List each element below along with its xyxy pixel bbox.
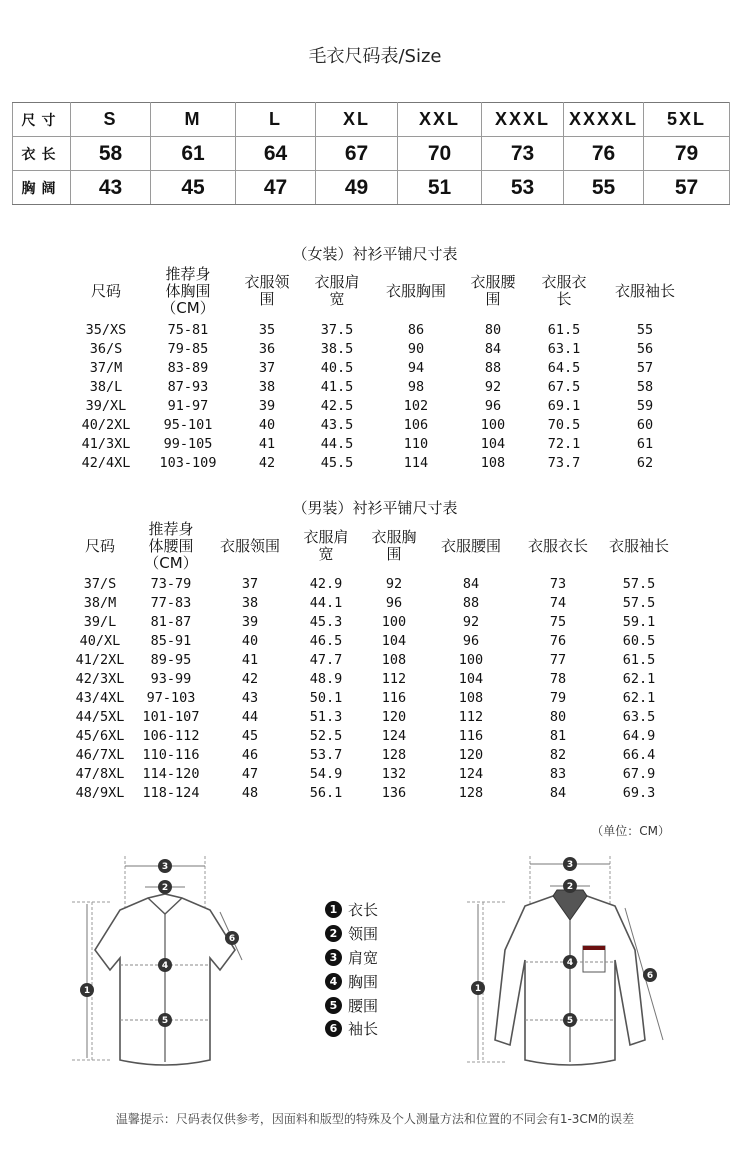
table-cell: 44 [241, 708, 259, 725]
table-cell: 104 [480, 435, 506, 452]
table-row [70, 593, 680, 612]
table-cell: 98 [407, 378, 425, 395]
table-cell: 75 [549, 613, 567, 630]
men-column-header: 尺码 [84, 536, 115, 555]
table-cell: 40 [258, 416, 276, 433]
table-cell: 63.5 [622, 708, 656, 725]
table-cell: 106-112 [142, 727, 200, 744]
table-cell: 38.5 [320, 340, 354, 357]
svg-text:2: 2 [566, 882, 574, 892]
table-row [70, 415, 690, 434]
table-cell: 124 [381, 727, 407, 744]
table-cell: 75-81 [167, 321, 209, 338]
table-cell: 114-120 [142, 765, 200, 782]
table-cell: 81-87 [150, 613, 192, 630]
table-cell: 95-101 [163, 416, 213, 433]
table-cell: 37/S [83, 575, 117, 592]
table-cell: 82 [549, 746, 567, 763]
table-cell: 88 [484, 359, 502, 376]
table-cell: 41 [258, 435, 276, 452]
table-cell: 36 [258, 340, 276, 357]
table-cell: 72.1 [547, 435, 581, 452]
table-cell: 42.9 [309, 575, 343, 592]
table-cell: 41.5 [320, 378, 354, 395]
table-cell: 106 [403, 416, 429, 433]
table-cell: 36/S [89, 340, 123, 357]
table-row [70, 339, 690, 358]
table-cell: 44/5XL [75, 708, 125, 725]
table-cell: 38/L [89, 378, 123, 395]
table-cell: 61.5 [547, 321, 581, 338]
table-cell: 47.7 [309, 651, 343, 668]
sweater-cell: XXXXL [564, 103, 644, 137]
table-cell: 42/4XL [81, 454, 131, 471]
sweater-cell: 51 [398, 171, 482, 205]
table-cell: 46.5 [309, 632, 343, 649]
table-cell: 73.7 [547, 454, 581, 471]
table-cell: 77-83 [150, 594, 192, 611]
table-cell: 79 [549, 689, 567, 706]
men-column-header: 衣服袖长 [608, 536, 669, 555]
table-cell: 116 [458, 727, 484, 744]
table-row [70, 688, 680, 707]
sweater-size-title: 毛衣尺码表/Size [308, 46, 442, 67]
sweater-cell: 47 [236, 171, 316, 205]
table-cell: 39/XL [85, 397, 127, 414]
table-cell: 84 [549, 784, 567, 801]
table-cell: 35 [258, 321, 276, 338]
table-cell: 99-105 [163, 435, 213, 452]
table-cell: 42/3XL [75, 670, 125, 687]
sweater-row [13, 103, 730, 137]
table-cell: 132 [381, 765, 407, 782]
table-cell: 57.5 [622, 575, 656, 592]
table-cell: 38/M [83, 594, 117, 611]
table-cell: 76 [549, 632, 567, 649]
table-cell: 42 [241, 670, 259, 687]
legend-item [325, 1017, 378, 1041]
table-cell: 62.1 [622, 670, 656, 687]
table-cell: 73-79 [150, 575, 192, 592]
table-cell: 74 [549, 594, 567, 611]
table-cell: 83 [549, 765, 567, 782]
table-cell: 69.1 [547, 397, 581, 414]
table-row [70, 764, 680, 783]
table-cell: 92 [484, 378, 502, 395]
table-cell: 40.5 [320, 359, 354, 376]
sweater-cell: M [151, 103, 236, 137]
table-cell: 45/6XL [75, 727, 125, 744]
sweater-row-label: 胸阔 [13, 171, 71, 205]
table-cell: 55 [636, 321, 654, 338]
table-cell: 60 [636, 416, 654, 433]
sweater-row [13, 137, 730, 171]
table-cell: 85-91 [150, 632, 192, 649]
table-row [70, 612, 680, 631]
table-cell: 44.5 [320, 435, 354, 452]
table-cell: 110 [403, 435, 429, 452]
table-cell: 96 [462, 632, 480, 649]
table-cell: 114 [403, 454, 429, 471]
table-cell: 83-89 [167, 359, 209, 376]
table-cell: 51.3 [309, 708, 343, 725]
sweater-cell: 67 [316, 137, 398, 171]
women-column-header: 衣服胸围 [385, 281, 446, 300]
table-row [70, 726, 680, 745]
table-cell: 42 [258, 454, 276, 471]
table-cell: 104 [381, 632, 407, 649]
svg-text:4: 4 [161, 961, 169, 971]
women-shirt-size-table [70, 262, 690, 472]
table-cell: 39/L [83, 613, 117, 630]
legend-number-badge: 1 [325, 901, 342, 918]
svg-text:1: 1 [83, 986, 91, 996]
table-cell: 38 [258, 378, 276, 395]
men-column-header: 衣服领围 [219, 536, 280, 555]
table-cell: 45 [241, 727, 259, 744]
legend-label: 袖长 [348, 1020, 379, 1039]
table-cell: 41/3XL [81, 435, 131, 452]
table-cell: 77 [549, 651, 567, 668]
table-cell: 89-95 [150, 651, 192, 668]
men-column-header: 衣服衣长 [527, 536, 588, 555]
sweater-cell: 55 [564, 171, 644, 205]
table-cell: 100 [381, 613, 407, 630]
table-cell: 48 [241, 784, 259, 801]
table-cell: 67.9 [622, 765, 656, 782]
table-cell: 103-109 [159, 454, 217, 471]
sweater-cell: 57 [644, 171, 730, 205]
table-cell: 64.5 [547, 359, 581, 376]
sweater-cell: 64 [236, 137, 316, 171]
table-cell: 64.9 [622, 727, 656, 744]
men-shirt-size-table [70, 518, 680, 802]
women-column-header: 衣服领 围 [244, 273, 290, 308]
legend-label: 腰围 [348, 996, 379, 1015]
table-cell: 39 [258, 397, 276, 414]
sweater-row-label: 衣长 [13, 137, 71, 171]
legend-item [325, 993, 378, 1017]
legend-label: 衣长 [348, 901, 379, 920]
table-cell: 120 [381, 708, 407, 725]
sweater-cell: 49 [316, 171, 398, 205]
table-cell: 96 [484, 397, 502, 414]
legend-number-badge: 2 [325, 925, 342, 942]
table-row [70, 434, 690, 453]
table-cell: 37 [241, 575, 259, 592]
legend-label: 肩宽 [348, 948, 379, 967]
table-cell: 47/8XL [75, 765, 125, 782]
table-cell: 40/2XL [81, 416, 131, 433]
table-cell: 104 [458, 670, 484, 687]
table-cell: 53.7 [309, 746, 343, 763]
table-cell: 58 [636, 378, 654, 395]
women-column-header: 推荐身 体胸围 （CM） [161, 264, 215, 317]
table-cell: 92 [385, 575, 403, 592]
men-column-header: 衣服肩 宽 [303, 528, 349, 563]
women-column-header: 尺码 [90, 281, 121, 300]
legend-item [325, 922, 378, 946]
table-cell: 80 [549, 708, 567, 725]
table-cell: 112 [458, 708, 484, 725]
table-cell: 37/M [89, 359, 123, 376]
table-cell: 57 [636, 359, 654, 376]
legend-item [325, 969, 378, 993]
sweater-row [13, 171, 730, 205]
table-row [70, 574, 680, 593]
table-cell: 96 [385, 594, 403, 611]
table-row [70, 377, 690, 396]
table-cell: 61.5 [622, 651, 656, 668]
table-cell: 59.1 [622, 613, 656, 630]
table-cell: 81 [549, 727, 567, 744]
table-cell: 43.5 [320, 416, 354, 433]
men-shirt-diagram [465, 850, 675, 1080]
sweater-cell: 76 [564, 137, 644, 171]
men-column-header: 推荐身 体腰围 （CM） [144, 519, 198, 572]
svg-text:2: 2 [161, 883, 169, 893]
women-shirt-diagram [70, 850, 260, 1080]
svg-text:3: 3 [566, 860, 574, 870]
table-cell: 116 [381, 689, 407, 706]
table-cell: 87-93 [167, 378, 209, 395]
men-column-header: 衣服胸 围 [371, 528, 417, 563]
men-column-header: 衣服腰围 [440, 536, 501, 555]
table-cell: 100 [458, 651, 484, 668]
table-cell: 97-103 [146, 689, 196, 706]
table-cell: 79-85 [167, 340, 209, 357]
table-cell: 78 [549, 670, 567, 687]
legend-label: 领围 [348, 925, 379, 944]
table-cell: 94 [407, 359, 425, 376]
legend-item [325, 898, 378, 922]
table-cell: 62.1 [622, 689, 656, 706]
table-cell: 39 [241, 613, 259, 630]
table-cell: 40/XL [79, 632, 121, 649]
table-cell: 62 [636, 454, 654, 471]
table-cell: 108 [458, 689, 484, 706]
sweater-cell: 58 [71, 137, 151, 171]
sweater-cell: 5XL [644, 103, 730, 137]
table-cell: 108 [480, 454, 506, 471]
sweater-cell: XXXL [482, 103, 564, 137]
sweater-cell: 53 [482, 171, 564, 205]
sweater-row-label: 尺寸 [13, 103, 71, 137]
measurement-legend [325, 898, 378, 1041]
table-cell: 112 [381, 670, 407, 687]
table-cell: 136 [381, 784, 407, 801]
women-column-header: 衣服袖长 [614, 281, 675, 300]
table-cell: 120 [458, 746, 484, 763]
sweater-cell: 70 [398, 137, 482, 171]
table-cell: 88 [462, 594, 480, 611]
women-column-header: 衣服衣 长 [541, 273, 587, 308]
table-cell: 92 [462, 613, 480, 630]
legend-number-badge: 6 [325, 1020, 342, 1037]
svg-text:4: 4 [566, 958, 574, 968]
sweater-cell: XXL [398, 103, 482, 137]
table-cell: 35/XS [85, 321, 127, 338]
sweater-cell: L [236, 103, 316, 137]
table-cell: 124 [458, 765, 484, 782]
sweater-cell: 43 [71, 171, 151, 205]
table-cell: 80 [484, 321, 502, 338]
sweater-cell: 45 [151, 171, 236, 205]
legend-number-badge: 3 [325, 949, 342, 966]
table-cell: 56 [636, 340, 654, 357]
table-cell: 101-107 [142, 708, 200, 725]
table-cell: 128 [381, 746, 407, 763]
table-cell: 41 [241, 651, 259, 668]
table-cell: 45.3 [309, 613, 343, 630]
table-cell: 42.5 [320, 397, 354, 414]
table-cell: 90 [407, 340, 425, 357]
table-cell: 48/9XL [75, 784, 125, 801]
table-cell: 110-116 [142, 746, 200, 763]
table-cell: 73 [549, 575, 567, 592]
table-cell: 86 [407, 321, 425, 338]
table-cell: 118-124 [142, 784, 200, 801]
table-row [70, 650, 680, 669]
table-cell: 61 [636, 435, 654, 452]
table-cell: 69.3 [622, 784, 656, 801]
table-cell: 37 [258, 359, 276, 376]
table-row [70, 783, 680, 802]
table-cell: 38 [241, 594, 259, 611]
table-cell: 54.9 [309, 765, 343, 782]
women-column-header: 衣服腰 围 [470, 273, 516, 308]
table-cell: 66.4 [622, 746, 656, 763]
table-cell: 108 [381, 651, 407, 668]
table-cell: 100 [480, 416, 506, 433]
legend-label: 胸围 [348, 972, 379, 991]
sweater-cell: 79 [644, 137, 730, 171]
svg-text:5: 5 [566, 1016, 574, 1026]
table-row [70, 320, 690, 339]
table-cell: 57.5 [622, 594, 656, 611]
table-cell: 45.5 [320, 454, 354, 471]
men-table-title: （男装）衬衫平铺尺寸表 [292, 499, 458, 517]
table-cell: 47 [241, 765, 259, 782]
table-cell: 41/2XL [75, 651, 125, 668]
svg-text:1: 1 [474, 984, 482, 994]
table-cell: 43/4XL [75, 689, 125, 706]
table-cell: 50.1 [309, 689, 343, 706]
sweater-cell: 73 [482, 137, 564, 171]
table-cell: 128 [458, 784, 484, 801]
table-row [70, 631, 680, 650]
table-row [70, 358, 690, 377]
table-cell: 84 [484, 340, 502, 357]
svg-text:3: 3 [161, 862, 169, 872]
table-cell: 44.1 [309, 594, 343, 611]
table-cell: 67.5 [547, 378, 581, 395]
table-row [70, 453, 690, 472]
legend-number-badge: 5 [325, 997, 342, 1014]
table-cell: 63.1 [547, 340, 581, 357]
table-cell: 48.9 [309, 670, 343, 687]
table-cell: 70.5 [547, 416, 581, 433]
table-cell: 102 [403, 397, 429, 414]
table-cell: 59 [636, 397, 654, 414]
table-row [70, 745, 680, 764]
sweater-cell: S [71, 103, 151, 137]
table-cell: 40 [241, 632, 259, 649]
table-cell: 52.5 [309, 727, 343, 744]
svg-text:6: 6 [228, 934, 236, 944]
sweater-cell: 61 [151, 137, 236, 171]
svg-text:5: 5 [161, 1016, 169, 1026]
table-cell: 37.5 [320, 321, 354, 338]
table-cell: 56.1 [309, 784, 343, 801]
table-cell: 46 [241, 746, 259, 763]
unit-note: （单位：CM） [591, 824, 670, 838]
table-cell: 84 [462, 575, 480, 592]
sweater-size-table [12, 102, 730, 205]
table-cell: 91-97 [167, 397, 209, 414]
sweater-cell: XL [316, 103, 398, 137]
legend-number-badge: 4 [325, 973, 342, 990]
table-row [70, 396, 690, 415]
svg-text:6: 6 [646, 971, 654, 981]
women-column-header: 衣服肩 宽 [314, 273, 360, 308]
size-disclaimer: 温馨提示：尺码表仅供参考，因面料和版型的特殊及个人测量方法和位置的不同会有1-3CM的误差 [115, 1112, 635, 1126]
table-row [70, 707, 680, 726]
table-cell: 43 [241, 689, 259, 706]
table-row [70, 669, 680, 688]
table-cell: 60.5 [622, 632, 656, 649]
table-cell: 93-99 [150, 670, 192, 687]
women-table-title: （女装）衬衫平铺尺寸表 [292, 245, 458, 263]
legend-item [325, 946, 378, 970]
table-cell: 46/7XL [75, 746, 125, 763]
